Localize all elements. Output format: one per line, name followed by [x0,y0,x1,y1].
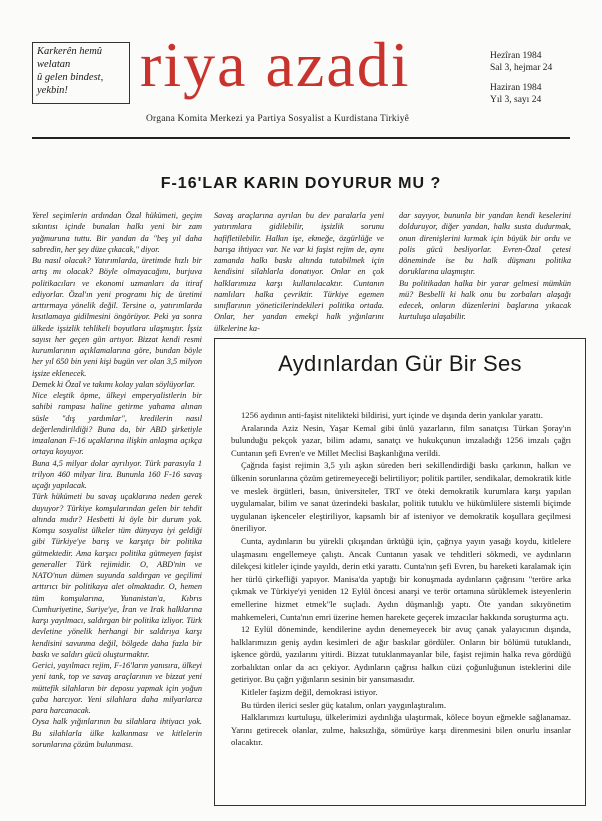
issue-number-kurdish: Sal 3, hejmar 24 [490,63,553,73]
masthead-subtitle: Organa Komita Merkezi ya Partiya Sosyalist a Kurdistana Tirkiyê [146,114,410,124]
article-paragraph: dar sayıyor, bununla bir yandan kendi keselerini dolduruyor, diğer yandan, halkı susta dudurmak, onun direnişlerini kırmak için büyük bir ordu ve polis gücü besliyorlar. Evren-Özal çetesi döneminde ise bu halk düşmanı politika doruklarına ulaşmıştır. [399,211,571,277]
issue-date-turkish: Haziran 1984 [490,83,542,93]
boxed-article-title: Aydınlardan Gür Bir Ses [278,351,522,376]
boxed-article [214,338,586,806]
masthead-divider [32,137,570,139]
issue-date-kurdish: Hezîran 1984 [490,51,542,61]
article-column-left [32,210,202,750]
slogan-line: yekbin! [37,85,68,96]
newspaper-title: riya azadi [140,29,411,100]
boxed-paragraph: Cunta, aydınların bu yürekli çıkışından ürktüğü için, çağrıya yayın yasağı koydu, kitlelere ulaşmasını engellemeye çalıştı. Ancak Cuntanın yasak ve tehditleri sökmedi, ve aydınların dilekçesi kitleler içinde yayıldı, derin etki yarattı. Cunta'nın şefi Evren, bu hareketi karalamak için her türlü çirkefliği yapıyor. Manisa'da yaptığı bir konuşmada aydınların çağrısını "teröre arka çıkmak ve Türkiye'yi yeniden 12 Eylül öncesi anarşi ve terör ortamına sürüklemek isteyenlerin emellerine hizmet etmek"le suçladı. Aydın düşmanlığı yaptı. Öte yandan sıkıyönetim mahkemeleri, Cunta'nın emri üzerine hemen harekete geçerek imzacılar hakkında soruşturma açtı. [231,535,571,622]
article-paragraph: Nice eleştik öpme, ülkeyi emperyalistlerin bir sahibi rampası haline getirme yahama alınan süsle "dış yardımlar", kredilerin nasıl değerlendirildiği? Buna da, bir ABD şirketiyle imzalanan F-16 uçaklarına ilişkin anlaşma açıkça ortaya koyuyor. [32,391,202,457]
article-paragraph: Buna 4,5 milyar dolar ayrılıyor. Türk parasıyla 1 trilyon 460 milyar lira. Bununla 160 F-16 savaş uçağı yapılacak. [32,458,202,490]
issue-number-turkish: Yıl 3, sayı 24 [490,95,542,105]
article-paragraph: Bu nasıl olacak? Yatırımlarda, üretimde hızlı bir artış mı olacak? Böyle olmayacağını, burjuva politikacıları ve ekonomi uzmanları da itiraf ediyorlar. Özal'ın yeni programı hiç de üretimi arttırmaya yönelik değil. Tersine o, yatırımlarda kısıtlamaya gidilmesini öngörüyor. Peki ya sonra ülkede işsizlik tehlikeli boyutlara ulaşmıştır. İşsiz sayısı her geçen gün artıyor. Bizzat kendi resmi kurumlarının açıklamalarına göre, bundan böyle her yıl 650 bin yeni kişi bugün ver olan 3,5 milyon işsize eklenecek. [32,256,202,378]
boxed-paragraph: 1256 aydının anti-faşist nitelikteki bildirisi, yurt içinde ve dışında derin yankılar yarattı. [241,410,543,420]
slogan-line: û gelen bindest, [37,72,104,83]
article-paragraph: Yerel seçimlerin ardından Özal hükümeti, geçim sıkıntısı içinde bunalan halkı yeni bir zam yağmuruna tuttu. Bir yandan da "beş yıl daha sabredin, her şey düze çıkacak," diyor. [32,211,202,254]
article-column-middle [214,210,384,334]
article-headline: F-16'LAR KARIN DOYURUR MU ? [160,175,442,192]
article-paragraph: Gerici, yayılmacı rejim, F-16'ların yanısıra, ülkeyi yeni tank, top ve savaş araçlarının ve bizzat yeni müttefik silahların bir deposu yapmak için yoğun çaba harcıyor. Yeni silahlara daha milyarlarca para harcanacak. [32,661,202,715]
slogan-box [32,42,130,104]
boxed-paragraph: Bu türden ilerici sesler güç katalım, onları yaygınlaştıralım. [241,699,446,710]
article-paragraph: Savaş araçlarına ayrılan bu dev paralarla yeni yatırımlara gidilebilir, işsizlik sorunu hafifletilebilir. Halkın işe, ekmeğe, özgürlüğe ve barışa ihtiyacı var. Ne var ki faşist rejim de, aynı zamanda halkı baskı altında tutabilmek için kendisini silahlarla donatıyor. Onlar en çok halklarımıza karşı kullanılacaktır. Cuntanın namlıları halka çevriktir. Türkiye egemen sınıflarının yöneticilerindekileri politika ortada. Onlar, her yandan emekçi halk yığınlarını ülkelerine ka- [214,211,384,333]
article-paragraph: Demek ki Özal ve takımı kolay yalan söylüyorlar. [32,379,196,389]
slogan-line: Karkerên hemû [37,46,103,57]
boxed-paragraph: Aralarında Aziz Nesin, Yaşar Kemal gibi ünlü yazarların, film sanatçısı Türkan Şoray'ın bulunduğu pekçok yazar, bilim adamı, sanatçı ve hukukçunun imzaladığı 1256 imzalı çağrı Cuntanın şefi Evren'e ve Millet Meclisi Başkanlığına verildi. [231,422,571,458]
article-paragraph: Bu politikadan halka bir yarar gelmesi mümkün mü? Besbelli ki halk onu bu zorbaları alaşağı edecek, onların düzenlerini başlarına yıkacak kurtuluşa ulaşabilir. [399,278,571,322]
slogan-line: welatan [37,59,71,70]
boxed-paragraph: Çağrıda faşist rejimin 3,5 yılı aşkın süreden beri sekillendirdiği baskı çarkının, halkın ve ülkenin sorunlarına çözüm getiremeyeceği belirtiliyor; politik partiler, sendikalar, demokratik kitle ve meslek örgütleri, basın, üniversiteler, TRT ve öteki demokratik kurumlara karşı yapılan uygulamalar, bilim ve sanat üzerindeki baskılar, politik tutuklu ve hükümlülere sistemli biçimde uygulanan işkenceler eleştiriliyor, kapsamlı bir af isteniyor ve demokratik koşullara geçilmesi öneriliyor. [231,460,571,534]
boxed-paragraph: Halklarımızı kurtuluşu, ülkelerimizi aydınlığa ulaştırmak, kölece boyun eğmekle sağlanamaz. Yarını getirecek olanlar, zulme, haksızlığa, sömürüye karşı direnmesini bilen onurlu insanlar olacaktır. [231,712,571,748]
article-column-right [399,210,571,323]
boxed-paragraph: 12 Eylül döneminde, kendilerine aydın denemeyecek bir avuç çanak yalayıcının dışında, halklarımızın geniş aydın kesimleri de ağır baskılar gördüler. Onların bir bölümü tutuklandı, işkence gördü, yazılarını yitirdi. Bizzat tutuklanmayanlar bile, faşist rejimin halka reva gördüğü zorbalıktan onlar da acı çekiyor. Aydınların çağrısı halkın cüzi çoğunluğunun isteklerini dile getiriyor. Bu çağrı yığınların sesinin bir yansımasıdır. [231,624,571,685]
boxed-article-body [231,409,571,749]
boxed-paragraph: Kitleler faşizm değil, demokrasi istiyor. [241,687,378,698]
article-paragraph: Türk hükümeti bu savaş uçaklarına neden gerek duyuyor? Türkiye komşularından gelen bir tehdit altında mıdır? Hesbetti ki öyle bir durum yok. Komşu sosyalist ülkeler tüm dünyaya iyi geldiği gibi Türkiye'ye barış ve karşıtçı bir politika gütmektedir. Ama karşıcı politika gütmeyen faşist generaller Türk rejimidir. O, ABD'nin ve NATO'nun dümen suyunda saldırgan ve geçilimi arttırıcı bir politikaya alet olmaktadır. O, hemen tüm komşularına, Yunanistan'a, Kıbrıs Cumhuriyetine, Suriye'ye, İran ve Irak halklarına karşı yayılmacı, saldırgan bir politika izliyor. Türk devletine yönelik herhangi bir saldırıya karşı kendisini savunma değil, bölgede daha fazla bir baskı ve saldırı gücü oluşturmaktır. [32,492,202,659]
issue-info [490,50,570,106]
article-paragraph: Oysa halk yığınlarının bu silahlara ihtiyacı yok. Bu silahlarla ülke kalkınması ve kitlelerin sorunlarına çözüm bulunması. [32,717,202,749]
